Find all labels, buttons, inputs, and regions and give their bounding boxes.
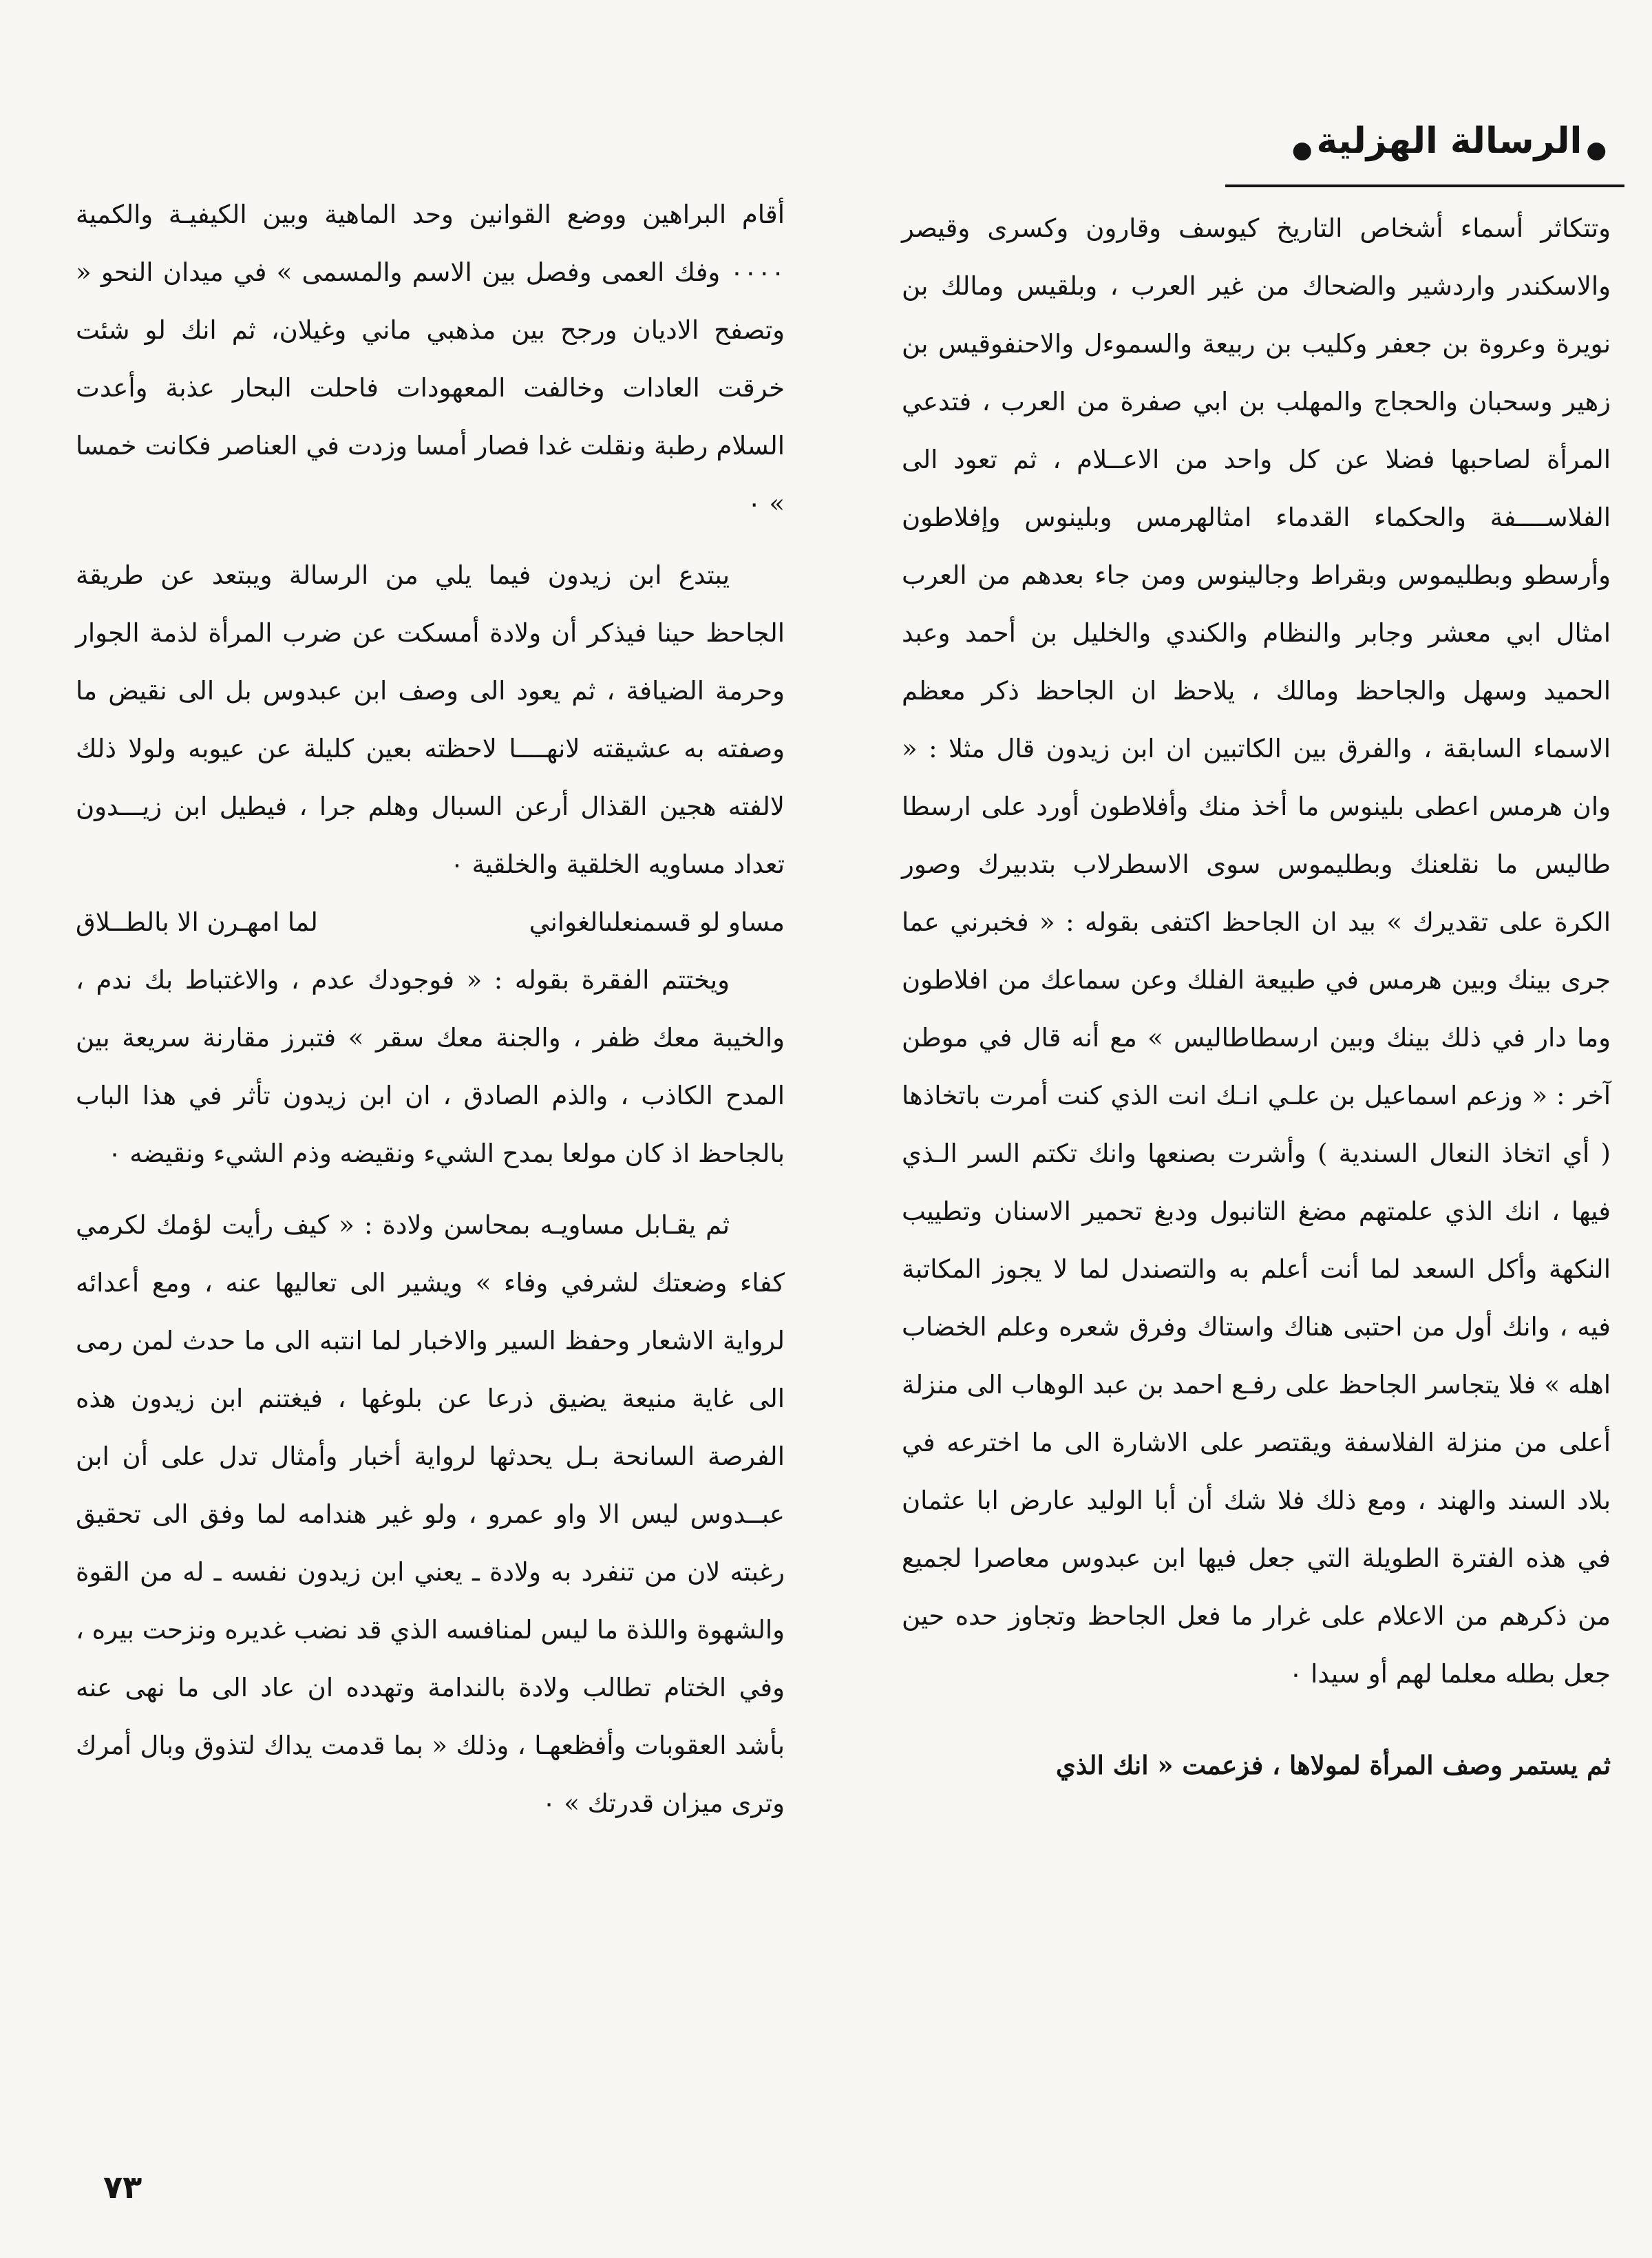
paragraph: وتتكاثر أسماء أشخاص التاريخ كيوسف وقارون وكسرى وقيصر والاسكندر واردشير والضحاك من غير العرب ، وبلقيس ومالك بن نويرة وعروة بن جعفر وكليب بن ربيعة والسموءل والاحنفوقيس بن زهير وسحبان والحجاج والمهلب بن ابي صفرة من العرب ، فتدعي المرأة لصاحبها فضلا عن كل واحد من الاعــلام ، ثم تعود الى الفلاســــفة والحكماء القدماء امثالهرمس وبلينوس وإفلاطون وأرسطو وبطليموس وبقراط وجالينوس ومن جاء بعدهم من العرب امثال ابي معشر وجابر والنظام والكندي والخليل بن أحمد وعبد الحميد وسهل والجاحظ ومالك ، يلاحظ ان الجاحظ ذكر معظم الاسماء السابقة ، والفرق بين الكاتبين ان ابن زيدون قال مثلا : « وان هرمس اعطى بلينوس ما أخذ منك وأفلاطون أورد على ارسطا طاليس ما نقلعنك وبطليموس سوى الاسطرلاب بتدبيرك وصور الكرة على تقديرك » بيد ان الجاحظ اكتفى بقوله : « فخبرني عما جرى بينك وبين هرمس في طبيعة الفلك وعن سماعك من افلاطون وما دار في ذلك بينك وبين ارسطاطاليس » مع أنه قال في موطن آخر : « وزعم اسماعيل بن علـي انـك انت الذي كنت أمرت باتخاذها ( أي اتخاذ النعال السندية ) وأشرت بصنعها وانك تكتم السر الـذي فيها ، انك الذي علمتهم مضغ التانبول ودبغ تحمير الاسنان وتطييب النكهة وأكل السعد لما أنت أعلم به والتصندل لما لا يجوز المكاتبة فيه ، وانك أول من احتبى هناك واستاك وفرق شعره وعلم الخضاب اهله » فلا يتجاسر الجاحظ على رفـع احمد بن عبد الوهاب الى منزلة أعلى من منزلة الفلاسفة ويقتصر على الاشارة الى ما اخترعه في بلاد السند والهند ، ومع ذلك فلا شك أن أبا الوليد عارض ابا عثمان في هذه الفترة الطويلة التي جعل فيها ابن عبدوس معاصرا لجميع من ذكرهم من الاعلام على غرار ما فعل الجاحظ وتجاوز حده حين جعل بطله معلما لهم أو سيدا ٠ <box>902 213 1611 1689</box>
paragraph: ثم يستمر وصف المرأة لمولاها ، فزعمت « انك الذي <box>1055 1750 1611 1780</box>
left-column <box>76 186 785 1833</box>
poem-hemistich-right: مساو لو قسمنعلىالغواني <box>529 907 785 937</box>
paragraph: أقام البراهين ووضع القوانين وحد الماهية وبين الكيفيـة والكمية ٠٠٠٠ وفك العمى وفصل بين الاسم والمسمى » في ميدان النحو « وتصفح الاديان ورجح بين مذهبي ماني وغيلان، ثم انك لو شئت خرقت العادات وخالفت المعهودات فاحلت البحار عذبة وأعدت السلام رطبة ونقلت غدا فصار أمسا وزدت في العناصر فكانت خمسا » ٠ <box>76 200 785 518</box>
poem-hemistich-left: لما امهـرن الا بالطــلاق <box>76 907 318 937</box>
bullet-icon: ● <box>1291 136 1313 164</box>
right-column <box>902 200 1611 1794</box>
paragraph: يبتدع ابن زيدون فيما يلي من الرسالة ويبتعد عن طريقة الجاحظ حينا فيذكر أن ولادة أمسكت عن ضرب المرأة لذمة الجوار وحرمة الضيافة ، ثم يعود الى وصف ابن عبدوس بل الى نقيض ما وصفته به عشيقته لانهــــا لاحظته بعين كليلة عن عيوبه ولولا ذلك لالفته هجين القذال أرعن السبال وهلم جرا ، فيطيل ابن زيـــدون تعداد مساويه الخلقية والخلقية ٠ <box>76 560 785 879</box>
paragraph: ثم يقـابل مساويـه بمحاسن ولادة : « كيف رأيت لؤمك لكرمي كفاء وضعتك لشرفي وفاء » ويشير الى تعاليها عنه ، ومع أعدائه لرواية الاشعار وحفظ السير والاخبار لما انتبه الى ما حدث لمن رمى الى غاية منيعة يضيق ذرعا عن بلوغها ، فيغتنم ابن زيدون هذه الفرصة السانحة بـل يحدثها لرواية أخبار وأمثال تدل على أن ابن عبــدوس ليس الا واو عمرو ، ولو غير هندامه لما وفق الى تحقيق رغبته لان من تنفرد به ولادة ـ يعني ابن زيدون نفسه ـ له من القوة والشهوة واللذة ما ليس لمنافسه الذي قد نضب غديره ونزحت بيره ، وفي الختام تطالب ولادة بالندامة وتهدده ان عاد الى ما نهى عنه بأشد العقوبات وأفظعهـا ، وذلك « بما قدمت يداك لتذوق وبال أمرك وترى ميزان قدرتك » ٠ <box>76 1210 785 1818</box>
paragraph: ويختتم الفقرة بقوله : « فوجودك عدم ، والاغتباط بك ندم ، والخيبة معك ظفر ، والجنة معك سقر » فتبرز مقارنة سريعة بين المدح الكاذب ، والذم الصادق ، ان ابن زيدون تأثر في هذا الباب بالجاحظ اذ كان مولعا بمدح الشيء ونقيضه وذم الشيء ونقيضه ٠ <box>76 965 785 1168</box>
running-header <box>871 117 1611 165</box>
header-title: الرسالة الهزلية <box>1316 120 1582 162</box>
page-number: ٧٣ <box>103 2169 142 2206</box>
header-rule <box>1225 184 1624 187</box>
poem-verse <box>76 894 785 951</box>
bullet-icon: ● <box>1586 136 1607 164</box>
